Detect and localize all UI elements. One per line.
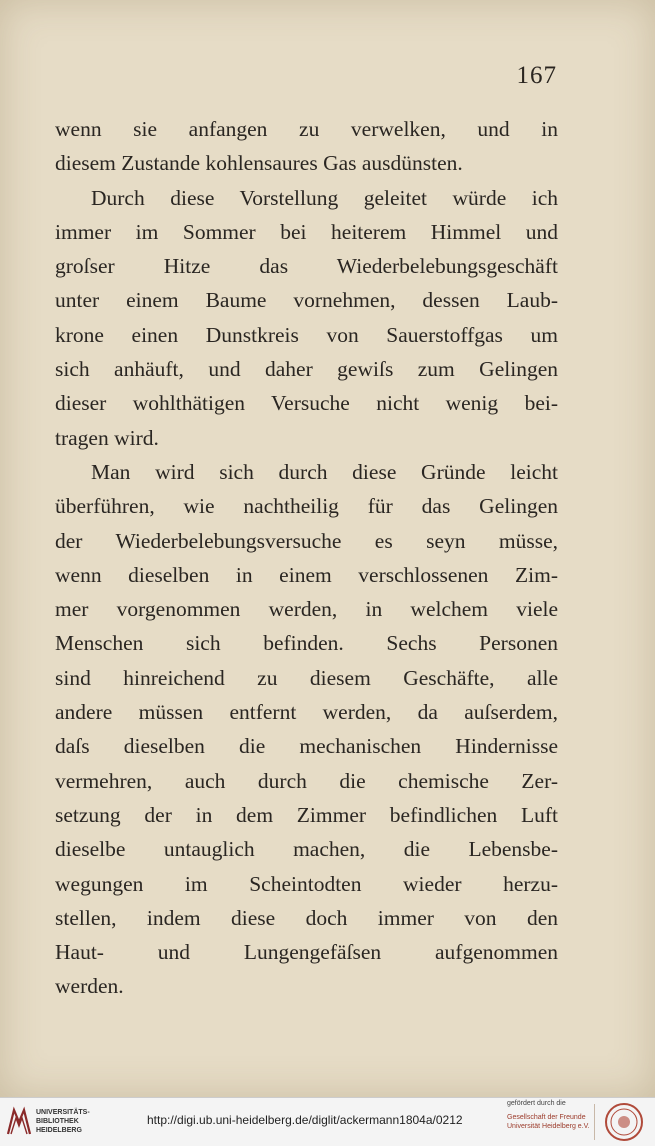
library-name: UNIVERSITÄTS- BIBLIOTHEK HEIDELBERG xyxy=(36,1109,90,1134)
text-line: wenn dieselben in einem verschlossenen Zim- xyxy=(55,562,558,587)
page-text xyxy=(55,112,558,1004)
text-line: tragen wird. xyxy=(55,425,159,450)
permalink-url[interactable]: http://digi.ub.uni-heidelberg.de/diglit/ackermann1804a/0212 xyxy=(147,1113,463,1127)
library-logo-icon xyxy=(6,1106,32,1136)
sponsor-name[interactable]: Gesellschaft der Freunde Universität Heidelberg e.V. xyxy=(507,1114,590,1130)
text-line: Man wird sich durch diese Gründe leicht xyxy=(91,459,558,484)
text-line: dieselbe untauglich machen, die Lebensbe- xyxy=(55,837,558,862)
text-line: daſs dieselben die mechanischen Hindernisse xyxy=(55,734,558,759)
text-line: werden. xyxy=(55,974,124,999)
text-line: groſser Hitze das Wiederbelebungsgeschäft xyxy=(55,254,558,279)
text-line: sind hinreichend zu diesem Geschäfte, alle xyxy=(55,665,558,690)
text-line: stellen, indem diese doch immer von den xyxy=(55,905,558,930)
footer-divider xyxy=(594,1104,595,1140)
text-line: andere müssen entfernt werden, da auſserdem, xyxy=(55,700,558,725)
text-line: unter einem Baume vornehmen, dessen Laub- xyxy=(55,288,558,313)
text-line: krone einen Dunstkreis von Sauerstoffgas um xyxy=(55,322,558,347)
text-line: Haut- und Lungengefäſsen aufgenommen xyxy=(55,940,558,965)
page-number: 167 xyxy=(516,62,557,89)
text-line: Menschen sich befinden. Sechs Personen xyxy=(55,631,558,656)
text-line: Durch diese Vorstellung geleitet würde ich xyxy=(91,185,558,210)
viewer-footer xyxy=(0,1097,655,1146)
text-line: überführen, wie nachtheilig für das Gelingen xyxy=(55,494,558,519)
text-line: wenn sie anfangen zu verwelken, und in xyxy=(55,117,558,141)
text-line: dieser wohlthätigen Versuche nicht wenig bei- xyxy=(55,391,558,416)
text-line: diesem Zustande kohlensaures Gas ausdünsten. xyxy=(55,151,463,176)
university-seal-icon xyxy=(603,1102,645,1142)
text-line: sich anhäuft, und daher gewiſs zum Gelingen xyxy=(55,357,558,382)
text-line: immer im Sommer bei heiterem Himmel und xyxy=(55,219,558,244)
text-line: wegungen im Scheintodten wieder herzu- xyxy=(55,871,558,896)
text-line: mer vorgenommen werden, in welchem viele xyxy=(55,597,558,622)
sponsor-label: gefördert durch die xyxy=(507,1100,566,1107)
text-line: der Wiederbelebungsversuche es seyn müsse, xyxy=(55,528,558,553)
text-line: setzung der in dem Zimmer befindlichen Luft xyxy=(55,802,558,827)
text-line: vermehren, auch durch die chemische Zer- xyxy=(55,768,558,793)
